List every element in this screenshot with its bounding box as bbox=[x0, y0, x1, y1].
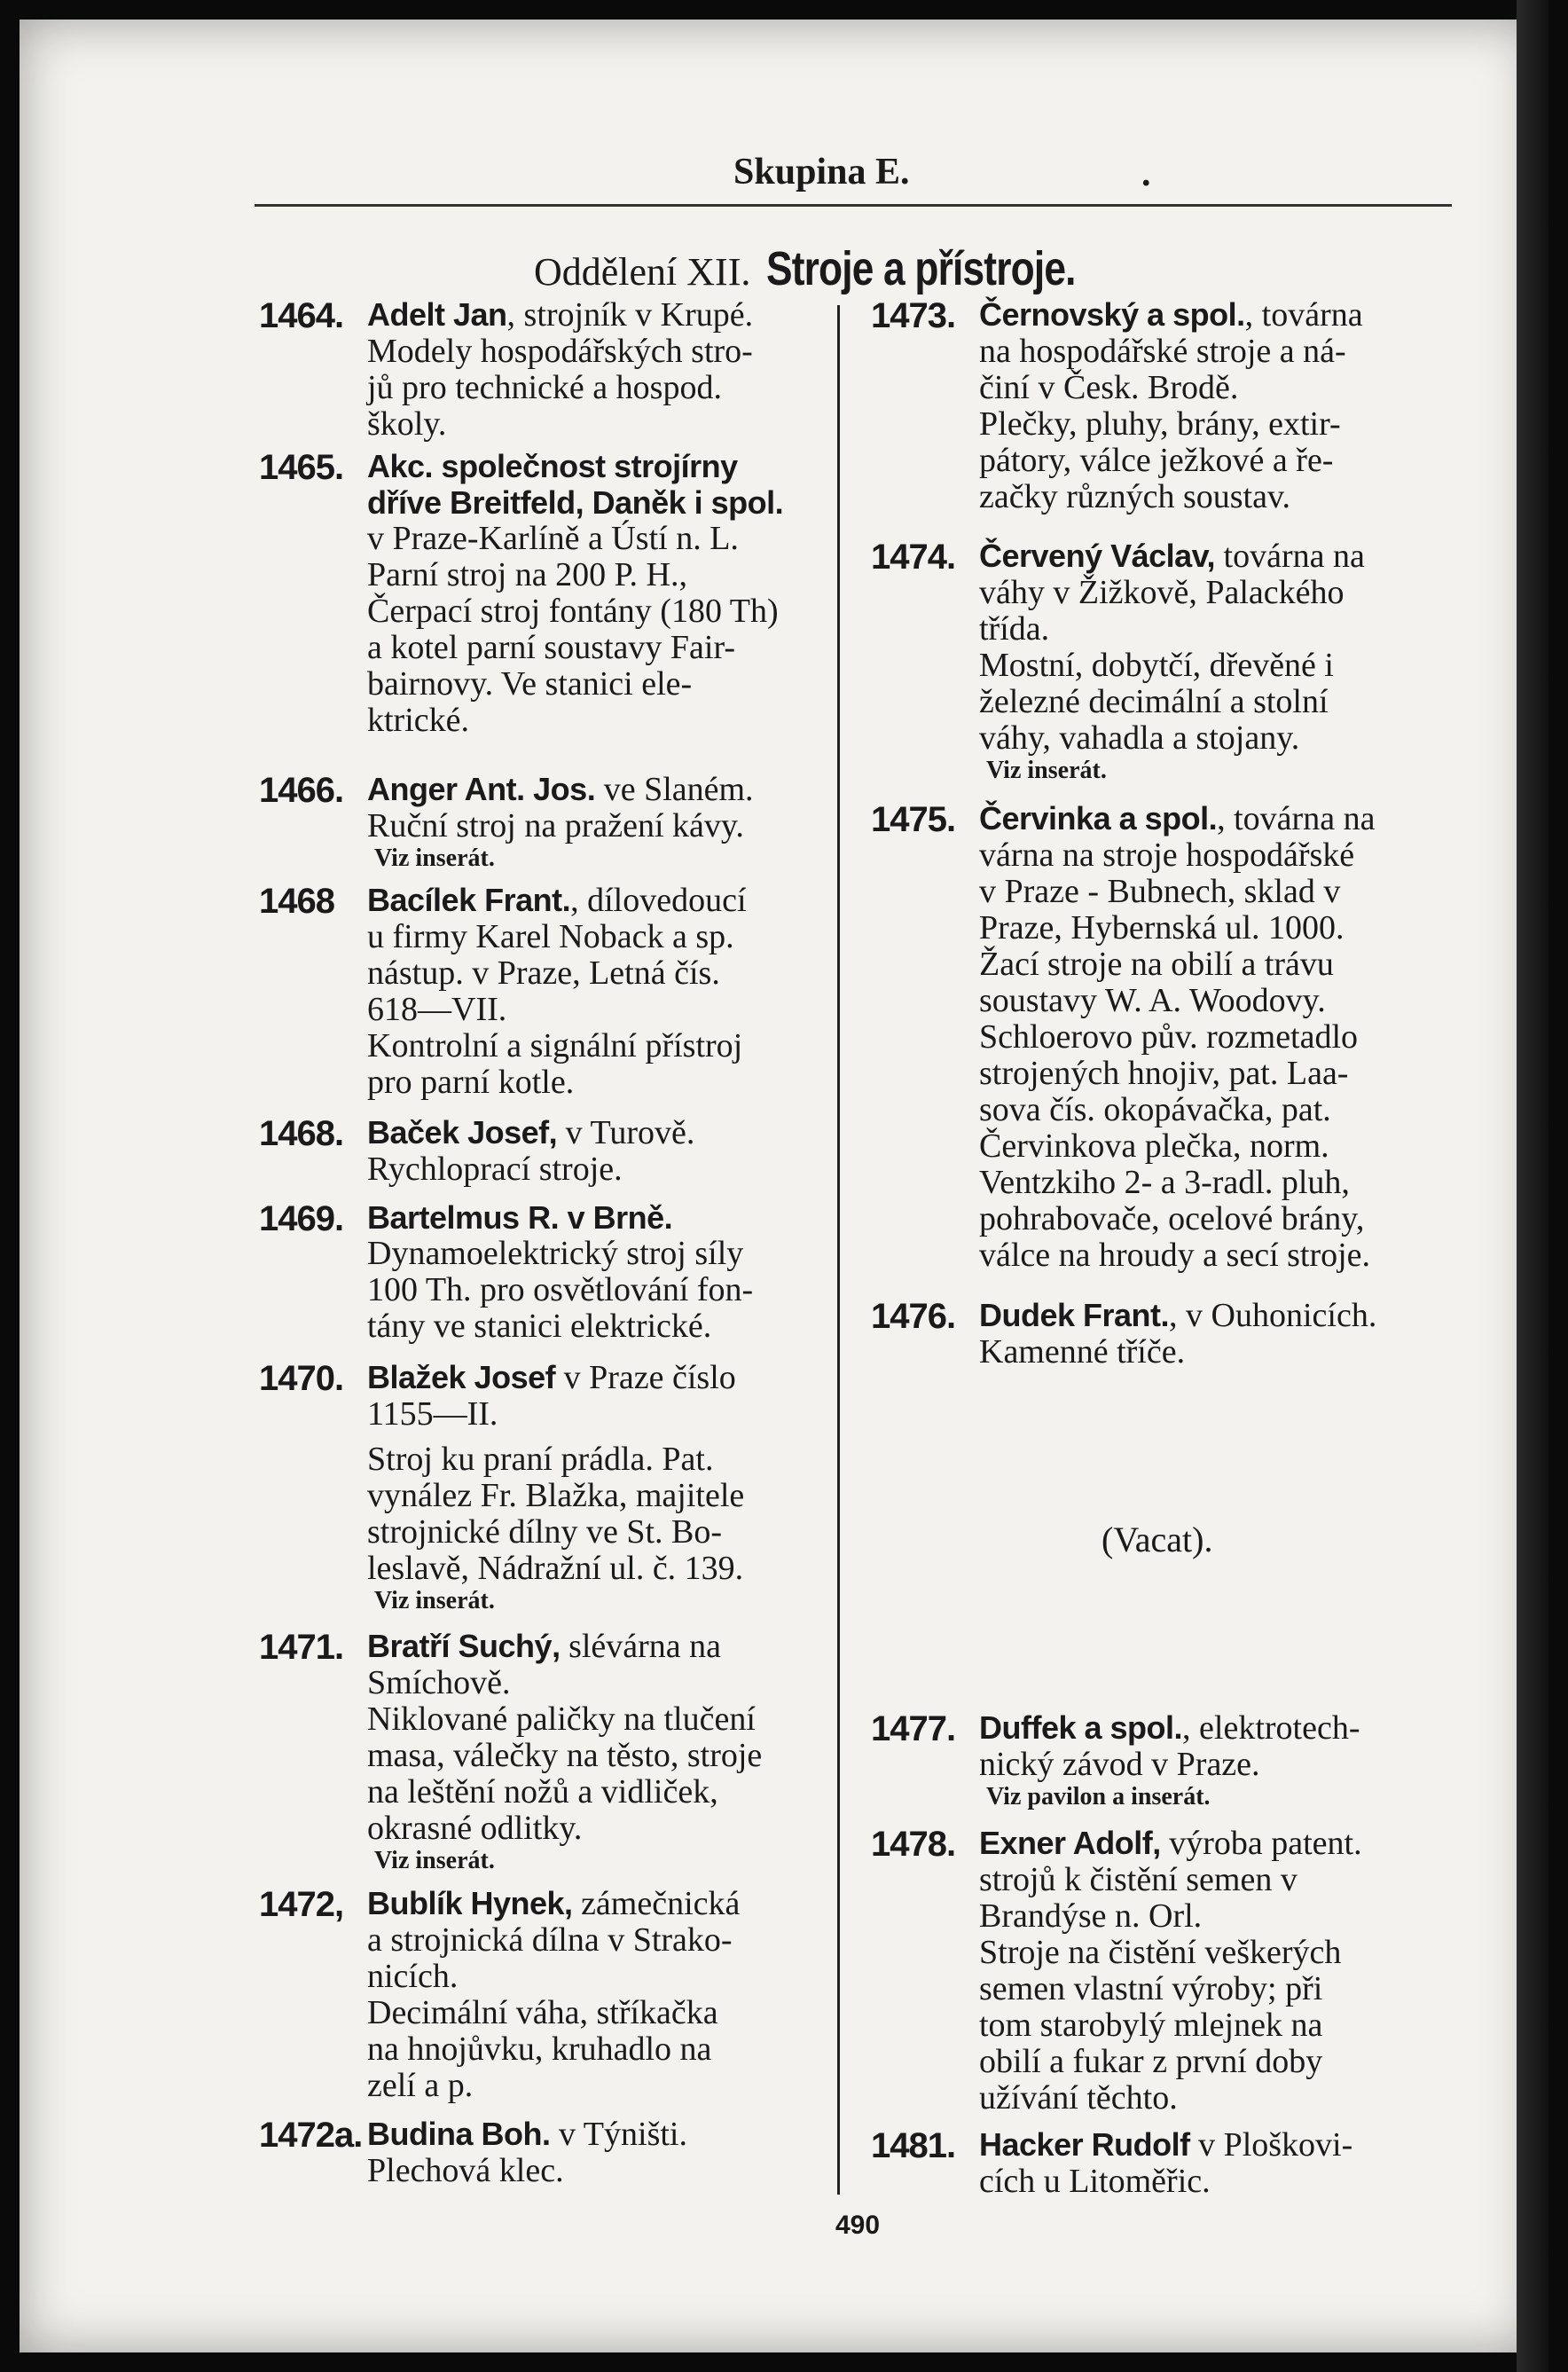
exhibitor-name: Blažek Josef bbox=[367, 1359, 556, 1395]
entry-line: strojů k čistění semen v bbox=[979, 1861, 1298, 1898]
entry-number: 1469. bbox=[259, 1199, 344, 1238]
entry-1468-bacilek bbox=[259, 882, 835, 1114]
entry-line: a kotel parní soustavy Fair- bbox=[367, 629, 736, 666]
entry-line: Mostní, dobytčí, dřevěné i bbox=[979, 647, 1334, 684]
entry-1468-bacek bbox=[259, 1114, 835, 1199]
entry-1465 bbox=[259, 448, 835, 771]
entry-number: 1478. bbox=[871, 1825, 956, 1864]
entry-line: zelí a p. bbox=[367, 2067, 474, 2104]
entry-line: Plečky, pluhy, brány, extir- bbox=[979, 405, 1341, 443]
entry-line: Rychloprací stroje. bbox=[367, 1151, 623, 1188]
entry-line: Bacílek Frant., dílovedoucí bbox=[367, 882, 747, 919]
entry-line: Blažek Josef v Praze číslo bbox=[367, 1359, 736, 1396]
advert-note: Viz inserát. bbox=[986, 757, 1107, 784]
entry-line: na hnojůvku, kruhadlo na bbox=[367, 2030, 712, 2068]
exhibitor-name: Červinka a spol. bbox=[979, 800, 1218, 836]
department-label: Oddělení XII. bbox=[534, 250, 751, 294]
entry-line: pro parní kotle. bbox=[367, 1064, 575, 1101]
entry-number: 1464. bbox=[259, 296, 344, 335]
entry-line: třída. bbox=[979, 610, 1050, 648]
vacat-note: (Vacat). bbox=[1102, 1520, 1213, 1559]
scan-edge bbox=[1517, 0, 1548, 2372]
entry-line: bairnovy. Ve stanici ele- bbox=[367, 665, 693, 703]
exhibitor-name: Bratří Suchý, bbox=[367, 1628, 561, 1664]
entry-line: Kontrolní a signální přístroj bbox=[367, 1027, 743, 1064]
entry-number: 1474. bbox=[871, 538, 956, 577]
entry-line: cích u Litoměřic. bbox=[979, 2163, 1211, 2200]
entry-1473 bbox=[871, 296, 1492, 538]
entry-1471 bbox=[259, 1628, 835, 1885]
entry-line: Budina Boh. v Týništi. bbox=[367, 2116, 687, 2153]
entry-line: 1155—II. bbox=[367, 1395, 498, 1433]
entry-number: 1471. bbox=[259, 1628, 344, 1667]
entry-line: semen vlastní výroby; při bbox=[979, 1970, 1323, 2007]
exhibitor-name: dříve Breitfeld, Daněk i spol. bbox=[367, 484, 784, 521]
entry-line: soustavy W. A. Woodovy. bbox=[979, 982, 1326, 1019]
entry-line: u firmy Karel Noback a sp. bbox=[367, 918, 734, 955]
entry-1472 bbox=[259, 1885, 835, 2116]
entry-1470 bbox=[259, 1359, 835, 1628]
entry-1478 bbox=[871, 1825, 1492, 2126]
entry-line: jů pro technické a hospod. bbox=[367, 369, 722, 406]
entry-line: Červinkova plečka, norm. bbox=[979, 1127, 1329, 1165]
right-column-lower bbox=[871, 1709, 1492, 2206]
page-header bbox=[255, 151, 1452, 207]
exhibitor-name: Budina Boh. bbox=[367, 2116, 551, 2152]
entry-line: Plechová klec. bbox=[367, 2152, 564, 2189]
entry-1475 bbox=[871, 800, 1492, 1297]
entry-line: začky různých soustav. bbox=[979, 478, 1291, 515]
advert-note: Viz inserát. bbox=[374, 844, 495, 872]
entry-line: Dynamoelektrický stroj síly bbox=[367, 1235, 744, 1272]
entry-number: 1476. bbox=[871, 1297, 956, 1336]
entry-line: Kamenné tříče. bbox=[979, 1333, 1186, 1371]
entry-line: váhy v Žižkově, Palackého bbox=[979, 574, 1345, 611]
exhibitor-name: Černovský a spol. bbox=[979, 296, 1245, 333]
entry-line: Čerpací stroj fontány (180 Th) bbox=[367, 593, 779, 630]
entry-number: 1472a. bbox=[259, 2116, 363, 2155]
entry-line: sova čís. okopávačka, pat. bbox=[979, 1091, 1331, 1128]
entry-line: Červený Václav, továrna na bbox=[979, 538, 1365, 575]
entry-line: nástup. v Praze, Letná čís. bbox=[367, 954, 720, 992]
entry-number: 1481. bbox=[871, 2126, 956, 2165]
section-heading bbox=[534, 241, 1144, 296]
entry-line: pátory, válce ježkové a ře- bbox=[979, 442, 1334, 479]
entry-number: 1473. bbox=[871, 296, 956, 335]
exhibitor-name: Akc. společnost strojírny bbox=[367, 448, 738, 484]
entry-line: leslavě, Nádražní ul. č. 139. bbox=[367, 1550, 744, 1587]
entry-number: 1466. bbox=[259, 771, 344, 810]
entry-line: strojených hnojiv, pat. Laa- bbox=[979, 1055, 1349, 1092]
entry-line: vynález Fr. Blažka, majitele bbox=[367, 1477, 745, 1514]
exhibitor-name: Duffek a spol. bbox=[979, 1709, 1183, 1746]
entry-line: nický závod v Praze. bbox=[979, 1746, 1260, 1783]
entry-1472a bbox=[259, 2116, 835, 2195]
section-title: Stroje a přístroje. bbox=[766, 242, 1076, 295]
entry-line: obilí a fukar z první doby bbox=[979, 2043, 1323, 2080]
group-title: Skupina E. bbox=[733, 152, 910, 192]
entry-line: Exner Adolf, výroba patent. bbox=[979, 1825, 1362, 1862]
entry-line: várna na stroje hospodářské bbox=[979, 836, 1355, 874]
entry-line: masa, válečky na těsto, stroje bbox=[367, 1737, 763, 1774]
entry-number: 1477. bbox=[871, 1709, 956, 1748]
entry-line: Stroj ku praní prádla. Pat. bbox=[367, 1441, 714, 1478]
entry-line: Hacker Rudolf v Ploškovi- bbox=[979, 2126, 1353, 2164]
entry-line: Praze, Hybernská ul. 1000. bbox=[979, 909, 1345, 946]
entry-line: Ruční stroj na pražení kávy. bbox=[367, 807, 744, 844]
entry-line: tány ve stanici elektrické. bbox=[367, 1308, 712, 1345]
entry-1476 bbox=[871, 1297, 1492, 1386]
entry-line: pohrabovače, ocelové brány, bbox=[979, 1200, 1365, 1237]
entry-number: 1465. bbox=[259, 448, 344, 487]
entry-line: Anger Ant. Jos. ve Slaném. bbox=[367, 771, 754, 808]
advert-note: Viz inserát. bbox=[374, 1847, 495, 1874]
entry-line: Smíchově. bbox=[367, 1664, 511, 1701]
entry-line: v Praze - Bubnech, sklad v bbox=[979, 873, 1341, 910]
entry-line: strojnické dílny ve St. Bo- bbox=[367, 1513, 723, 1551]
entry-line: Žací stroje na obilí a trávu bbox=[979, 946, 1334, 983]
entry-line: Ventzkiho 2- a 3-radl. pluh, bbox=[979, 1164, 1350, 1201]
entry-line: Bratří Suchý, slévárna na bbox=[367, 1628, 722, 1665]
exhibitor-name: Baček Josef, bbox=[367, 1114, 558, 1151]
entry-number: 1470. bbox=[259, 1359, 344, 1398]
entry-line: na hospodářské stroje a ná- bbox=[979, 333, 1346, 370]
entry-number: 1468 bbox=[259, 882, 334, 921]
entry-1464 bbox=[259, 296, 835, 448]
entry-line: okrasné odlitky. bbox=[367, 1810, 583, 1847]
entry-1481 bbox=[871, 2126, 1492, 2206]
exhibitor-name: Bartelmus R. v Brně. bbox=[367, 1199, 673, 1236]
page bbox=[20, 20, 1536, 2352]
entry-1477 bbox=[871, 1709, 1492, 1825]
entry-line: nicích. bbox=[367, 1958, 459, 1995]
entry-line: činí v Česk. Brodě. bbox=[979, 369, 1239, 406]
entry-1474 bbox=[871, 538, 1492, 800]
entry-line: Niklované paličky na tlučení bbox=[367, 1700, 756, 1738]
entry-1466 bbox=[259, 771, 835, 882]
entry-line: 100 Th. pro osvětlování fon- bbox=[367, 1271, 754, 1308]
entry-line: na leštění nožů a vidliček, bbox=[367, 1773, 718, 1810]
entry-line: Parní stroj na 200 P. H., bbox=[367, 556, 687, 593]
entry-line: Brandýse n. Orl. bbox=[979, 1897, 1203, 1935]
entry-number: 1468. bbox=[259, 1114, 344, 1153]
advert-note: Viz inserát. bbox=[374, 1587, 495, 1614]
entry-line: ktrické. bbox=[367, 702, 470, 739]
entry-line: 618—VII. bbox=[367, 991, 507, 1028]
entry-line: Adelt Jan, strojník v Krupé. bbox=[367, 296, 754, 334]
right-column bbox=[871, 296, 1492, 1386]
entry-line: Červinka a spol., továrna na bbox=[979, 800, 1376, 837]
page-number: 490 bbox=[835, 2211, 881, 2240]
entry-line: Černovský a spol., továrna bbox=[979, 296, 1363, 334]
exhibitor-name: Adelt Jan bbox=[367, 296, 507, 333]
entry-line: Decimální váha, stříkačka bbox=[367, 1994, 718, 2031]
entry-line: Baček Josef, v Turově. bbox=[367, 1114, 695, 1151]
entry-number: 1472, bbox=[259, 1885, 344, 1924]
exhibitor-name: Anger Ant. Jos. bbox=[367, 771, 596, 807]
entry-line: váhy, vahadla a stojany. bbox=[979, 719, 1300, 757]
entry-line: Modely hospodářských stro- bbox=[367, 333, 753, 370]
entry-line: Stroje na čistění veškerých bbox=[979, 1934, 1342, 1971]
exhibitor-name: Hacker Rudolf bbox=[979, 2126, 1190, 2163]
entry-line: Dudek Frant., v Ouhonicích. bbox=[979, 1297, 1377, 1334]
advert-note: Viz pavilon a inserát. bbox=[986, 1783, 1211, 1810]
entry-line: Bublík Hynek, zámečnická bbox=[367, 1885, 741, 1922]
entry-1469 bbox=[259, 1199, 835, 1359]
exhibitor-name: Bacílek Frant. bbox=[367, 882, 571, 918]
exhibitor-name: Dudek Frant. bbox=[979, 1297, 1170, 1333]
exhibitor-name: Bublík Hynek, bbox=[367, 1885, 573, 1921]
header-dot: . bbox=[1141, 153, 1151, 194]
entry-line: železné decimální a stolní bbox=[979, 683, 1329, 720]
entry-line: Schloerovo pův. rozmetadlo bbox=[979, 1018, 1359, 1056]
exhibitor-name: Červený Václav, bbox=[979, 538, 1216, 574]
entry-number: 1475. bbox=[871, 800, 956, 839]
entry-line: a strojnická dílna v Strako- bbox=[367, 1921, 733, 1959]
exhibitor-name: Exner Adolf, bbox=[979, 1825, 1161, 1861]
entry-line: tom starobylý mlejnek na bbox=[979, 2007, 1323, 2044]
left-column bbox=[259, 296, 835, 2195]
entry-line: Duffek a spol., elektrotech- bbox=[979, 1709, 1360, 1747]
entry-line: školy. bbox=[367, 405, 447, 443]
entry-line: v Praze-Karlíně a Ústí n. L. bbox=[367, 520, 739, 557]
column-divider bbox=[837, 305, 840, 2195]
entry-line: užívání těchto. bbox=[979, 2079, 1178, 2117]
entry-line: válce na hroudy a secí stroje. bbox=[979, 1237, 1371, 1274]
